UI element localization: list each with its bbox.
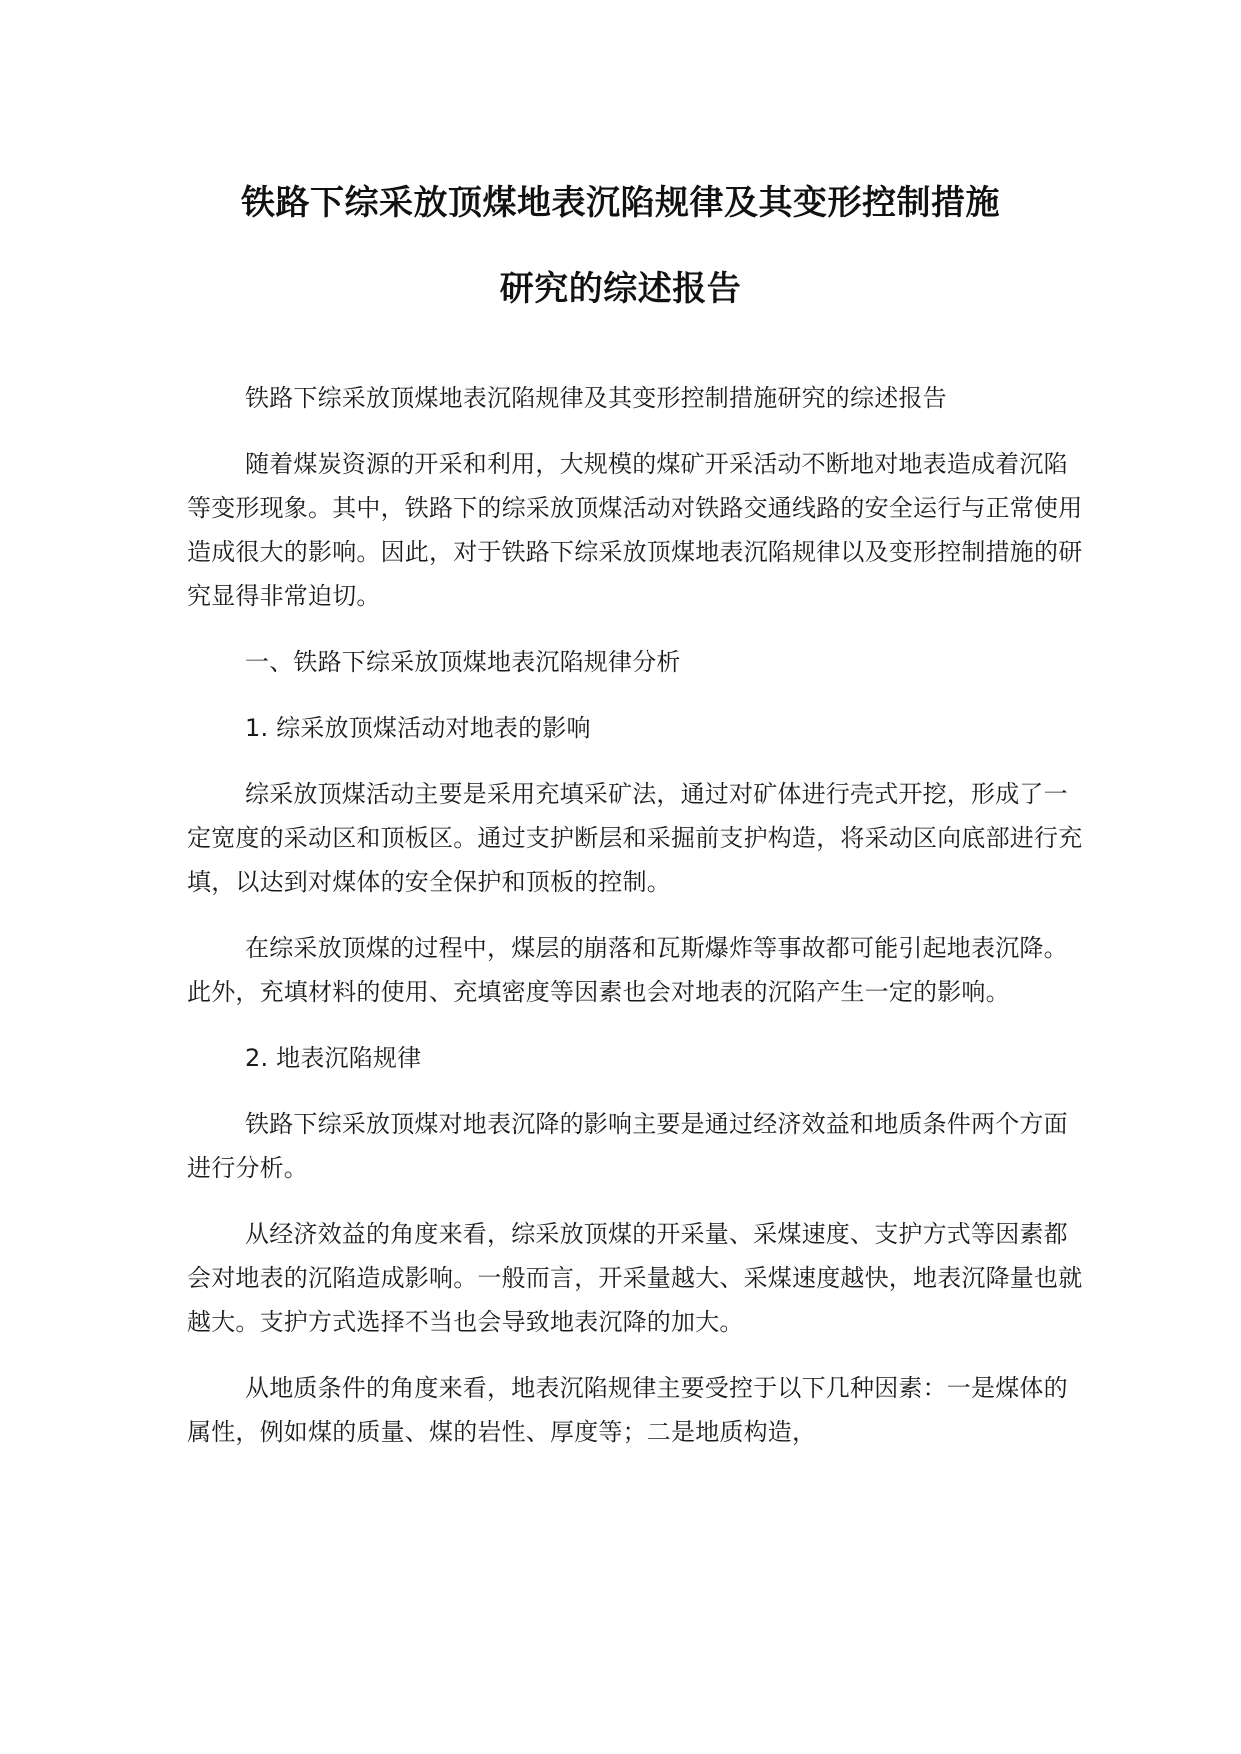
document-body	[187, 376, 1087, 1476]
subsection-heading-1: 1. 综采放顶煤活动对地表的影响	[245, 714, 591, 742]
title-line-2: 研究的综述报告	[499, 269, 742, 309]
body-paragraph: 从经济效益的角度来看，综采放顶煤的开采量、采煤速度、支护方式等因素都会对地表的沉陷造成影响。一般而言，开采量越大、采煤速度越快，地表沉降量也就越大。支护方式选择不当也会导致地表沉降的加大。	[187, 1220, 1083, 1336]
subtitle-paragraph: 铁路下综采放顶煤地表沉陷规律及其变形控制措施研究的综述报告	[245, 384, 947, 412]
section-heading-1: 一、铁路下综采放顶煤地表沉陷规律分析	[245, 648, 681, 676]
document-title	[160, 160, 1081, 332]
body-paragraph: 铁路下综采放顶煤对地表沉降的影响主要是通过经济效益和地质条件两个方面进行分析。	[187, 1110, 1068, 1182]
subsection-heading-2: 2. 地表沉陷规律	[245, 1044, 422, 1072]
title-line-1: 铁路下综采放顶煤地表沉陷规律及其变形控制措施	[241, 183, 1000, 223]
body-paragraph: 综采放顶煤活动主要是采用充填采矿法，通过对矿体进行壳式开挖，形成了一定宽度的采动区和顶板区。通过支护断层和采掘前支护构造，将采动区向底部进行充填，以达到对煤体的安全保护和顶板的控制。	[187, 780, 1083, 896]
intro-paragraph: 随着煤炭资源的开采和利用，大规模的煤矿开采活动不断地对地表造成着沉陷等变形现象。其中，铁路下的综采放顶煤活动对铁路交通线路的安全运行与正常使用造成很大的影响。因此，对于铁路下综采放顶煤地表沉陷规律以及变形控制措施的研究显得非常迫切。	[187, 450, 1083, 610]
body-paragraph: 在综采放顶煤的过程中，煤层的崩落和瓦斯爆炸等事故都可能引起地表沉降。此外，充填材料的使用、充填密度等因素也会对地表的沉陷产生一定的影响。	[187, 934, 1068, 1006]
body-paragraph: 从地质条件的角度来看，地表沉陷规律主要受控于以下几种因素：一是煤体的属性，例如煤的质量、煤的岩性、厚度等；二是地质构造，	[187, 1374, 1068, 1446]
